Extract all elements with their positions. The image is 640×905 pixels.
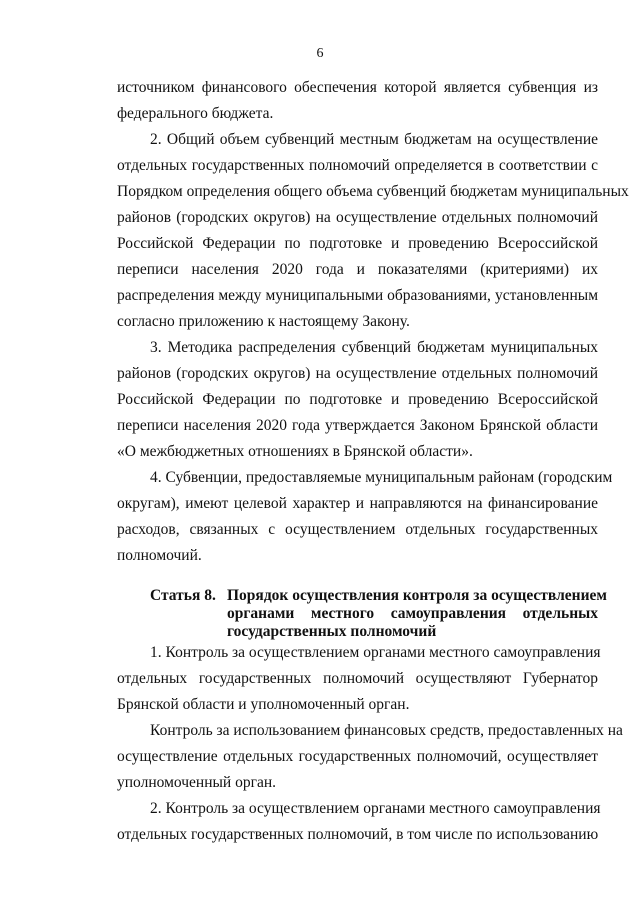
text-line: районов (городских округов) на осуществление отдельных полномочий [117,365,598,382]
article-label: Статья 8. [150,587,216,604]
text-line: осуществление отдельных государственных полномочий, осуществляет [117,748,598,765]
article-title-line: органами местного самоуправления отдельных [227,605,598,622]
text-line: Порядком определения общего объема субвенций бюджетам муниципальных [117,183,629,200]
text-line: Контроль за использованием финансовых средств, предоставленных на [150,722,623,739]
text-line: распределения между муниципальными образованиями, установленным [117,287,598,304]
text-line: отдельных государственных полномочий, в том числе по использованию [117,826,599,843]
text-line: источником финансового обеспечения которой является субвенция из [117,79,598,96]
text-line: согласно приложению к настоящему Закону. [117,313,410,330]
text-line: 3. Методика распределения субвенций бюджетам муниципальных [150,339,598,356]
text-line: округам), имеют целевой характер и направляются на финансирование [117,495,598,512]
article-title-line: Порядок осуществления контроля за осуществлением [227,587,607,604]
text-line: Брянской области и уполномоченный орган. [117,696,410,713]
text-line: федерального бюджета. [117,105,274,122]
text-line: отдельных государственных полномочий определяется в соответствии с [117,157,598,174]
text-line: «О межбюджетных отношениях в Брянской области». [117,443,473,460]
text-line: 4. Субвенции, предоставляемые муниципальным районам (городским [150,469,613,486]
article-title-line: государственных полномочий [227,623,437,640]
text-line: районов (городских округов) на осуществление отдельных полномочий [117,209,598,226]
text-line: отдельных государственных полномочий осуществляют Губернатор [117,670,598,687]
text-line: 2. Контроль за осуществлением органами местного самоуправления [150,800,601,817]
page-number: 6 [316,46,324,61]
text-line: 2. Общий объем субвенций местным бюджетам на осуществление [150,131,598,148]
text-line: Российской Федерации по подготовке и проведению Всероссийской [117,235,598,252]
text-line: переписи населения 2020 года утверждается Законом Брянской области [117,417,598,434]
text-line: расходов, связанных с осуществлением отдельных государственных [117,521,598,538]
text-line: уполномоченный орган. [117,774,276,791]
text-line: 1. Контроль за осуществлением органами местного самоуправления [150,644,601,661]
text-line: переписи населения 2020 года и показателями (критериями) их [117,261,598,278]
text-line: Российской Федерации по подготовке и проведению Всероссийской [117,391,598,408]
text-line: полномочий. [117,547,202,564]
